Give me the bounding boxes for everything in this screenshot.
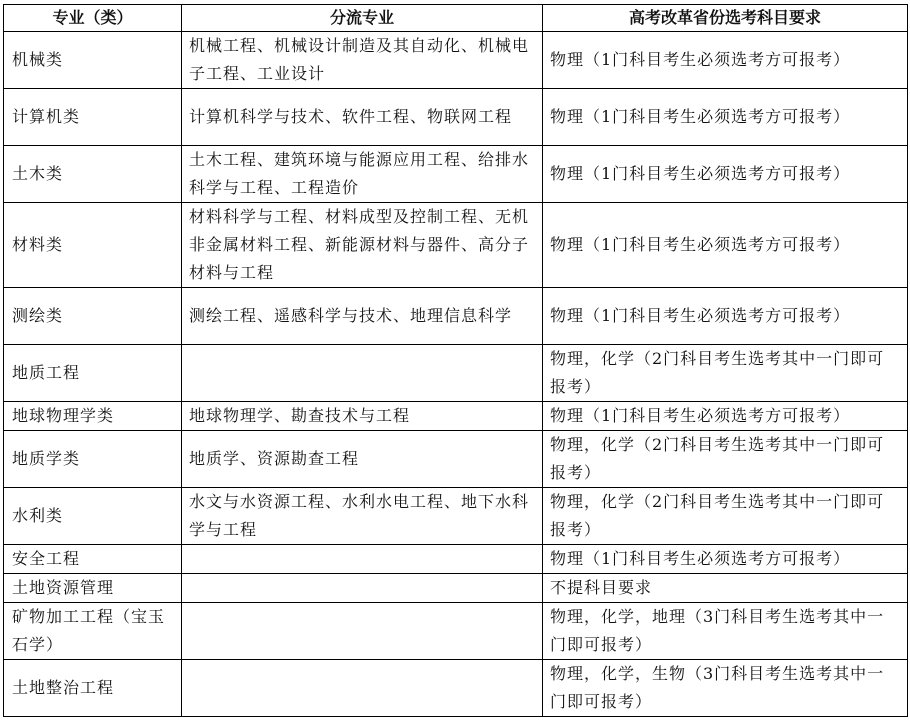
- table-row: [4, 288, 908, 345]
- table-row: [4, 32, 908, 89]
- category-cell: 安全工程: [4, 545, 182, 574]
- category-cell: 地球物理学类: [4, 402, 182, 431]
- category-cell: 地质工程: [4, 345, 182, 402]
- requirement-cell: 物理（1门科目考生必须选考方可报考）: [543, 288, 908, 345]
- requirement-cell: 物理（1门科目考生必须选考方可报考）: [543, 89, 908, 146]
- table-row: [4, 545, 908, 574]
- majors-cell: 地球物理学、勘查技术与工程: [182, 402, 543, 431]
- category-cell: 地质学类: [4, 431, 182, 488]
- table-row: [4, 89, 908, 146]
- table-row: [4, 488, 908, 545]
- majors-cell: 地质学、资源勘查工程: [182, 431, 543, 488]
- majors-cell: [182, 345, 543, 402]
- requirement-cell: 物理（1门科目考生必须选考方可报考）: [543, 32, 908, 89]
- category-cell: 测绘类: [4, 288, 182, 345]
- table-row: [4, 203, 908, 288]
- majors-cell: 测绘工程、遥感科学与技术、地理信息科学: [182, 288, 543, 345]
- table-row: [4, 345, 908, 402]
- table-row: [4, 146, 908, 203]
- category-cell: 机械类: [4, 32, 182, 89]
- majors-cell: [182, 603, 543, 660]
- table-row: [4, 402, 908, 431]
- category-cell: 土地资源管理: [4, 574, 182, 603]
- header-category: 专业（类）: [4, 5, 182, 32]
- category-cell: 土木类: [4, 146, 182, 203]
- requirement-cell: 物理，化学（2门科目考生选考其中一门即可报考）: [543, 345, 908, 402]
- subject-requirements-sheet: [3, 4, 907, 717]
- majors-cell: 水文与水资源工程、水利水电工程、地下水科学与工程: [182, 488, 543, 545]
- requirement-cell: 物理（1门科目考生必须选考方可报考）: [543, 203, 908, 288]
- subject-requirements-table: [3, 4, 908, 717]
- table-row: [4, 603, 908, 660]
- majors-cell: [182, 545, 543, 574]
- category-cell: 材料类: [4, 203, 182, 288]
- table-row: [4, 660, 908, 717]
- header-requirement: 高考改革省份选考科目要求: [543, 5, 908, 32]
- requirement-cell: 物理，化学（2门科目考生选考其中一门即可报考）: [543, 488, 908, 545]
- requirement-cell: 不提科目要求: [543, 574, 908, 603]
- table-row: [4, 431, 908, 488]
- category-cell: 矿物加工工程（宝玉石学）: [4, 603, 182, 660]
- majors-cell: 计算机科学与技术、软件工程、物联网工程: [182, 89, 543, 146]
- requirement-cell: 物理（1门科目考生必须选考方可报考）: [543, 402, 908, 431]
- requirement-cell: 物理（1门科目考生必须选考方可报考）: [543, 146, 908, 203]
- majors-cell: [182, 574, 543, 603]
- majors-cell: 土木工程、建筑环境与能源应用工程、给排水科学与工程、工程造价: [182, 146, 543, 203]
- category-cell: 土地整治工程: [4, 660, 182, 717]
- table-row: [4, 574, 908, 603]
- majors-cell: 机械工程、机械设计制造及其自动化、机械电子工程、工业设计: [182, 32, 543, 89]
- requirement-cell: 物理，化学，地理（3门科目考生选考其中一门即可报考）: [543, 603, 908, 660]
- category-cell: 计算机类: [4, 89, 182, 146]
- requirement-cell: 物理（1门科目考生必须选考方可报考）: [543, 545, 908, 574]
- majors-cell: [182, 660, 543, 717]
- requirement-cell: 物理，化学（2门科目考生选考其中一门即可报考）: [543, 431, 908, 488]
- requirement-cell: 物理，化学，生物（3门科目考生选考其中一门即可报考）: [543, 660, 908, 717]
- header-row: [4, 5, 908, 32]
- majors-cell: 材料科学与工程、材料成型及控制工程、无机非金属材料工程、新能源材料与器件、高分子材料与工程: [182, 203, 543, 288]
- category-cell: 水利类: [4, 488, 182, 545]
- header-majors: 分流专业: [182, 5, 543, 32]
